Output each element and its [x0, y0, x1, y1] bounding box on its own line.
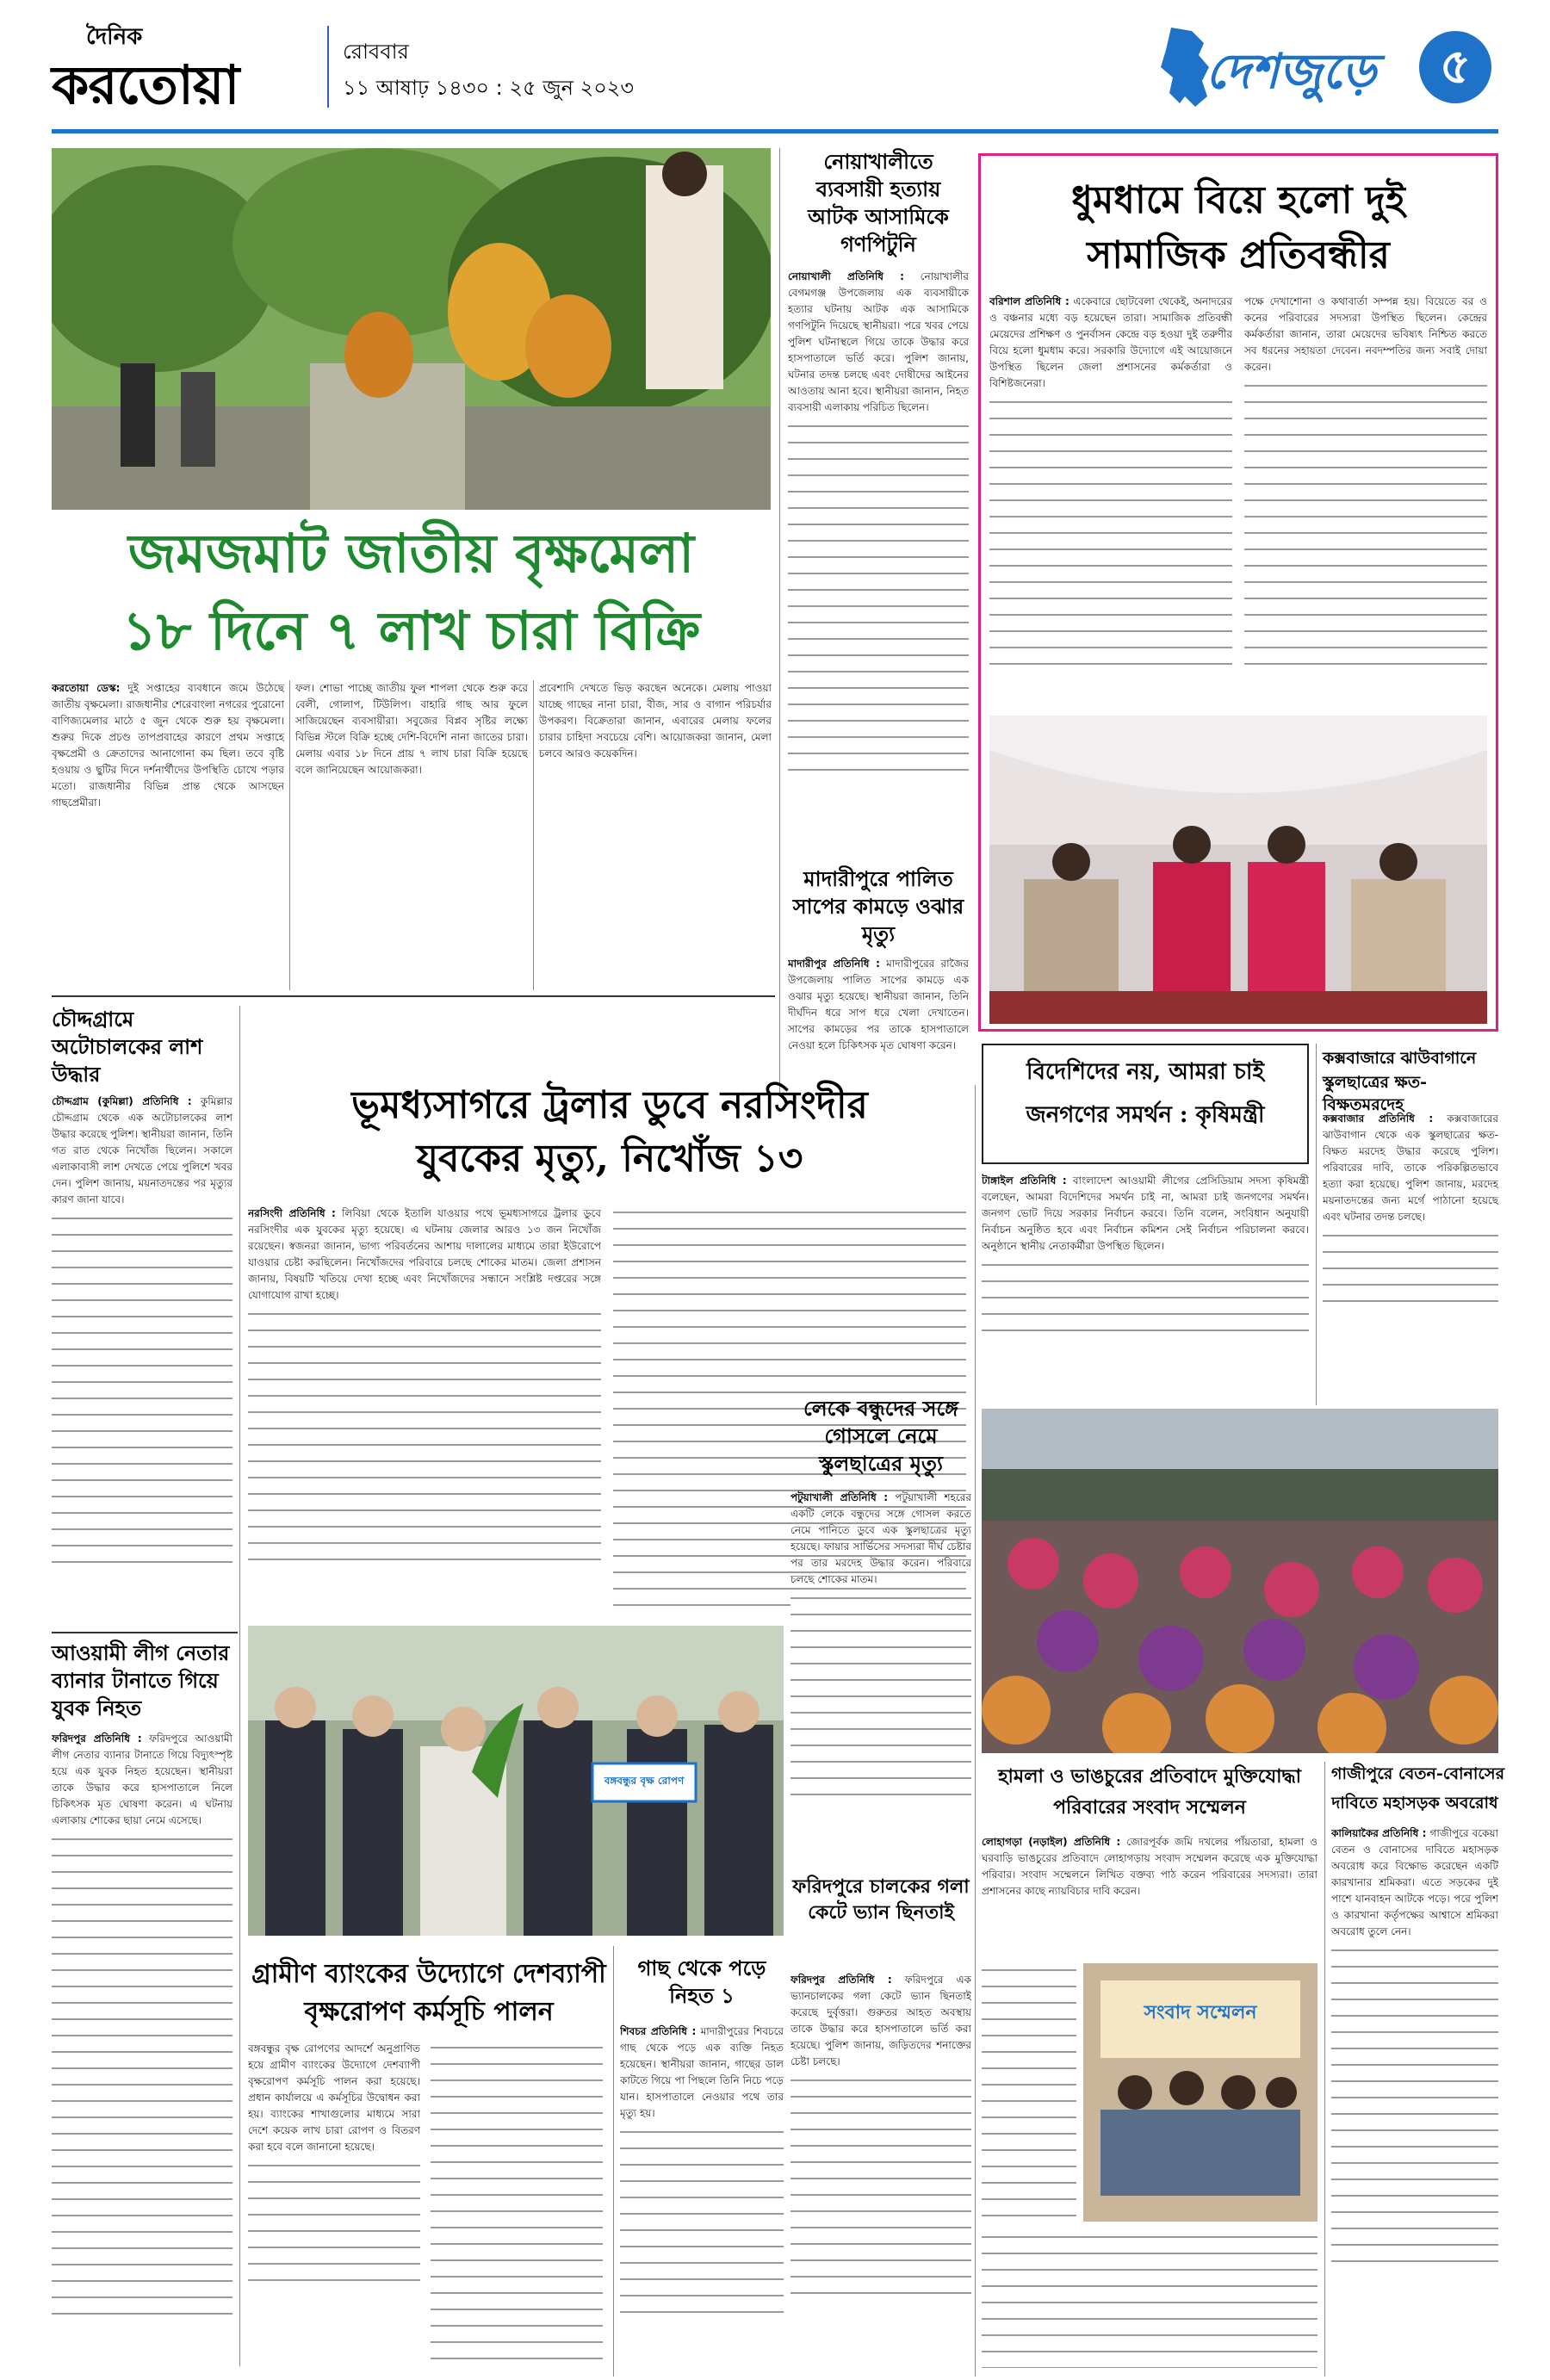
- wedding-box: [978, 153, 1498, 1032]
- tree-fair-headline-1: জমজমাট জাতীয় বৃক্ষমেলা: [127, 522, 695, 585]
- press-banner-text: সংবাদ সম্মেলন: [1144, 2002, 1257, 2024]
- tree-fair-body-col1: [52, 680, 284, 990]
- mediterranean-byline: নরসিংদী প্রতিনিধি :: [248, 1207, 336, 1219]
- van-headline: ফরিদপুরে চালকের গলা কেটে ভ্যান ছিনতাই: [792, 1875, 970, 1924]
- col-divider: [1324, 1762, 1325, 2377]
- snake-text: মাদারীপুরের রাজৈর উপজেলায় পালিত সাপের কামড়ে এক ওঝার মৃত্যু হয়েছে। স্থানীয়রা জানান, তিনি দীর্ঘদিন ধরে সাপ ধরে খেলা দেখাতেন। সাপের কামড়ের পর তাকে হাসপাতালে নেওয়া হলে চিকিৎসক মৃত ঘোষণা করেন।: [788, 958, 969, 1051]
- grameen-text: বঙ্গবন্ধুর বৃক্ষ রোপণের আদর্শে অনুপ্রাণিত হয়ে গ্রামীণ ব্যাংকের উদ্যোগে দেশব্যাপী বৃক্ষরোপণ কর্মসূচি পালন করা হয়েছে। প্রধান কার্যালয়ে এ কর্মসূচির উদ্বোধন করা হয়। ব্যাংকের শাখাগুলোর মাধ্যমে সারা দেশে কয়েক লাখ চারা রোপণ ও বিতরণ করা হবে বলে জানানো হয়েছে।: [248, 2042, 420, 2153]
- freedom-headline-2: পরিবারের সংবাদ সম্মেলন: [1053, 1796, 1246, 1819]
- drowning-headline-box: [790, 1395, 971, 1478]
- wedding-continued-2: [1244, 379, 1487, 672]
- coxsbazar-byline: কক্সবাজার প্রতিনিধি :: [1323, 1113, 1434, 1125]
- section-title: দেশজুড়ে: [1206, 43, 1376, 100]
- col-divider: [779, 148, 780, 1095]
- minister-continued: [982, 1258, 1309, 1344]
- van-byline: ফরিদপুর প্রতিনিধি :: [790, 1974, 892, 1986]
- grameen-headline-2: বৃক্ষরোপণ কর্মসূচি পালন: [304, 1997, 554, 2027]
- tree-fair-body-col2: [295, 680, 528, 990]
- freedom-byline: লোহাগড়া (নড়াইল) প্রতিনিধি :: [982, 1836, 1121, 1848]
- col-divider: [1316, 1044, 1317, 1405]
- minister-headline-1: বিদেশিদের নয়, আমরা চাই: [1026, 1059, 1264, 1085]
- logo-small-text: দৈনিক: [86, 24, 143, 50]
- wedding-headline-1: ধুমধামে বিয়ে হলো দুই: [1071, 178, 1405, 222]
- issue-day: রোববার: [343, 40, 409, 64]
- gazipur-continued: [1331, 1943, 1498, 2271]
- drowning-text: পটুয়াখালী শহরের একটি লেকে বন্ধুদের সঙ্গে গোসল করতে নেমে পানিতে ডুবে এক স্কুলছাত্রের মৃত্যু হয়েছে। ফায়ার সার্ভিসের সদস্যরা দীর্ঘ চেষ্টার পর তার মরদেহ উদ্ধার করেন। পরিবারে চলছে শোকের মাতম।: [790, 1491, 971, 1585]
- gazipur-headline-2: দাবিতে মহাসড়ক অবরোধ: [1331, 1794, 1498, 1813]
- grameen-body-col2: [431, 2041, 603, 2377]
- noakhali-body: [788, 269, 969, 803]
- snake-byline: মাদারীপুর প্রতিনিধি :: [788, 958, 880, 970]
- col-divider: [239, 1006, 240, 2366]
- page-number-text: ৫: [1439, 39, 1472, 95]
- awami-byline: ফরিদপুর প্রতিনিধি :: [52, 1732, 142, 1745]
- minister-byline: টাঙ্গাইল প্রতিনিধি :: [982, 1175, 1067, 1187]
- coxsbazar-headline-1: কক্সবাজারে ঝাউবাগানে: [1323, 1049, 1477, 1068]
- wedding-continued-1: [989, 395, 1232, 671]
- tree-fall-continued: [620, 2125, 784, 2315]
- coxsbazar-headline-2: স্কুলছাত্রের ক্ষত-বিক্ষতমরদেহ: [1323, 1073, 1428, 1114]
- col-divider: [975, 1085, 976, 2377]
- wedding-photo: [989, 716, 1487, 1024]
- grameen-sign: বঙ্গবন্ধুর বৃক্ষ রোপণ: [604, 1775, 685, 1787]
- coxsbazar-body: [1323, 1111, 1498, 1395]
- drowning-body: [790, 1490, 971, 1869]
- van-body: [790, 1972, 971, 2377]
- tree-fall-body: [620, 2024, 784, 2377]
- chauddagram-text: কুমিল্লার চৌদ্দগ্রাম থেকে এক অটোচালকের লাশ উদ্ধার করেছে পুলিশ। স্থানীয়রা জানান, তিনি গত রাত থেকে নিখোঁজ ছিলেন। সকালে এলাকাবাসী লাশ দেখতে পেয়ে পুলিশে খবর দেন। পুলিশ জানায়, ময়নাতদন্তের পর মৃত্যুর কারণ জানা যাবে।: [52, 1095, 232, 1205]
- coxsbazar-continued: [1323, 1229, 1498, 1315]
- tree-fall-byline: শিবচর প্রতিনিধি :: [620, 2025, 697, 2037]
- chauddagram-byline: চৌদ্দগ্রাম (কুমিল্লা) প্রতিনিধি :: [52, 1095, 192, 1107]
- gazipur-byline: কালিয়াকৈর প্রতিনিধি :: [1331, 1827, 1427, 1839]
- page-number: [1419, 31, 1491, 103]
- wedding-text-2: পক্ষে দেখাশোনা ও কথাবার্তা সম্পন্ন হয়। বিয়েতে বর ও কনের পরিবারের সদস্যরা উপস্থিত ছিলেন। কেন্দ্রের কর্মকর্তারা জানান, তারা মেয়েদের ভবিষ্যৎ নিশ্চিত করতে সব ধরনের সহায়তা দেবেন। নবদম্পতির জন্য সবাই দোয়া করেন।: [1244, 295, 1487, 373]
- mediterranean-body-col1: [248, 1205, 601, 1619]
- wedding-body-col1: [989, 294, 1232, 707]
- chauddagram-headline: চৌদ্দগ্রামে অটোচালকের লাশ উদ্ধার: [52, 1007, 203, 1087]
- tree-fair-photo: [52, 148, 771, 510]
- tree-fall-text: মাদারীপুরের শিবচরে গাছ থেকে পড়ে এক ব্যক্তি নিহত হয়েছেন। স্থানীয়রা জানান, গাছের ডাল কাটতে গিয়ে পা পিছলে তিনি নিচে পড়ে যান। হাসপাতালে নেওয়ার পথে তার মৃত্যু হয়।: [620, 2025, 784, 2119]
- wedding-body-col2: [1244, 294, 1487, 707]
- mediterranean-text: লিবিয়া থেকে ইতালি যাওয়ার পথে ভূমধ্যসাগরে ট্রলার ডুবে নরসিংদীর এক যুবকের মৃত্যু হয়েছে। এ ঘটনায় জেলার আরও ১৩ জন নিখোঁজ রয়েছেন। স্বজনরা জানান, ভাগ্য পরিবর্তনের আশায় দালালের মাধ্যমে তারা ইউরোপে যাওয়ার চেষ্টা করছিলেন। নিখোঁজদের পরিবারে চলছে শোকের মাতম। জেলা প্রশাসন জানায়, বিষয়টি খতিয়ে দেখা হচ্ছে এবং নিখোঁজদের সন্ধানে সংশ্লিষ্ট দপ্তরের সঙ্গে যোগাযোগ রাখা হচ্ছে।: [248, 1207, 601, 1301]
- noakhali-text: নোয়াখালীর বেগমগঞ্জ উপজেলায় এক ব্যবসায়ীকে হত্যার ঘটনায় আটক এক আসামিকে গণপিটুনি দিয়েছে স্থানীয়রা। পরে খবর পেয়ে পুলিশ ঘটনাস্থলে গিয়ে তাকে উদ্ধার করে হাসপাতালে ভর্তি করে। পুলিশ জানায়, ঘটনার তদন্ত চলছে এবং দোষীদের আইনের আওতায় আনা হবে। স্থানীয়রা জানান, নিহত ব্যবসায়ী এলাকায় পরিচিত ছিলেন।: [788, 270, 969, 413]
- grameen-body-col1: [248, 2041, 420, 2377]
- gazipur-text: গাজীপুরে বকেয়া বেতন ও বোনাসের দাবিতে মহাসড়ক অবরোধ করে বিক্ষোভ করেছেন একটি কারখানার শ্রমিকরা। এতে সড়কের দুই পাশে যানবাহন আটকে পড়ে। পরে পুলিশ ও কারখানা কর্তৃপক্ষের আশ্বাসে শ্রমিকরা অবরোধ তুলে নেন।: [1331, 1827, 1498, 1937]
- masthead-rule: [52, 129, 1498, 133]
- gazipur-body: [1331, 1825, 1498, 2377]
- section-rule: [52, 995, 775, 997]
- mediterranean-headline-1: ভূমধ্যসাগরে ট্রলার ডুবে নরসিংদীর: [351, 1083, 868, 1127]
- col-divider: [533, 680, 534, 990]
- grameen-headline-1: গ্রামীণ ব্যাংকের উদ্যোগে দেশব্যাপী: [251, 1959, 606, 1989]
- tree-fair-text-1: দুই সপ্তাহের ব্যবধানে জমে উঠেছে জাতীয় বৃক্ষমেলা। রাজধানীর শেরেবাংলা নগরের পুরোনো বাণিজ্যমেলার মাঠে ৫ জুন থেকে শুরু হয় বৃক্ষমেলা। শুরুর দিকে প্রচণ্ড তাপপ্রবাহের কারণে প্রথম সপ্তাহে বৃক্ষপ্রেমী ও ক্রেতাদের আনাগোনা কম ছিল। তবে বৃষ্টি হওয়ায় ও ছুটির দিনে দর্শনার্থীদের উপস্থিতি চোখে পড়ার মতো। রাজধানীর বিভিন্ন প্রান্ত থেকে আসছেন গাছপ্রেমীরা।: [52, 682, 284, 809]
- tree-fair-text-3: প্রবেশাদি দেখতে ভিড় করছেন অনেকে। মেলায় পাওয়া যাচ্ছে গাছের নানা চারা, বীজ, সার ও বাগান পরিচর্যার উপকরণ। বিক্রেতারা জানান, এবারের মেলায় ফলের চারার চাহিদা সবচেয়ে বেশি। আয়োজকরা জানান, মেলা চলবে আরও কয়েকদিন।: [539, 682, 772, 759]
- chauddagram-body: [52, 1094, 232, 1627]
- tree-fair-body-col3: [539, 680, 772, 990]
- coxsbazar-text: কক্সবাজারের ঝাউবাগান থেকে এক স্কুলছাত্রের ক্ষত-বিক্ষত মরদেহ উদ্ধার করেছে পুলিশ। পরিবারের দাবি, তাকে পরিকল্পিতভাবে হত্যা করা হয়েছে। পুলিশ জানায়, মরদেহ ময়নাতদন্তের জন্য মর্গে পাঠানো হয়েছে এবং ঘটনার তদন্ত চলছে।: [1323, 1113, 1498, 1223]
- section-rule: [52, 1632, 238, 1633]
- grameen-photo: [248, 1626, 784, 1936]
- drowning-byline: পটুয়াখালী প্রতিনিধি :: [790, 1491, 889, 1503]
- noakhali-headline: নোয়াখালীতে ব্যবসায়ী হত্যায় আটক আসামিকে গণপিটুনি: [808, 149, 949, 257]
- grameen-continued-1: [248, 2159, 420, 2288]
- issue-date: ১১ আষাঢ় ১৪৩০ : ২৫ জুন ২০২৩: [343, 76, 635, 100]
- masthead-divider: [327, 26, 329, 108]
- protest-photo: [982, 1409, 1498, 1753]
- wedding-headline-2: সামাজিক প্রতিবন্ধীর: [1087, 233, 1390, 277]
- van-text: ফরিদপুরে এক ভ্যানচালকের গলা কেটে ভ্যান ছিনতাই করেছে দুর্বৃত্তরা। গুরুতর আহত অবস্থায় তাকে উদ্ধার করে হাসপাতালে ভর্তি করা হয়েছে। পুলিশ জানায়, জড়িতদের শনাক্তের চেষ্টা চলছে।: [790, 1974, 971, 2067]
- wedding-text-1: একেবারে ছোটবেলা থেকেই, অনাদরের ও বঞ্চনার মধ্যে বড় হয়েছেন তারা। সামাজিক প্রতিবন্ধী মেয়েদের প্রশিক্ষণ ও পুনর্বাসন কেন্দ্রে বড় হওয়া দুই তরুণীর বিয়ে হলো ধুমধাম করে। সরকারি উদ্যোগে এই আয়োজনে উপস্থিত ছিলেন জেলা প্রশাসনের কর্মকর্তারা ও বিশিষ্টজনেরা।: [989, 295, 1232, 389]
- minister-headline-2: জনগণের সমর্থন : কৃষিমন্ত্রী: [1026, 1102, 1265, 1128]
- awami-continued: [52, 1832, 232, 2315]
- snake-body: [788, 956, 969, 1085]
- tree-fair-headline-2: ১৮ দিনে ৭ লাখ চারা বিক্রি: [121, 599, 701, 662]
- col-divider: [289, 680, 290, 990]
- chauddagram-continued: [52, 1212, 232, 1573]
- col-divider: [613, 1946, 614, 2377]
- freedom-text: জোরপূর্বক জমি দখলের পাঁয়তারা, হামলা ও ঘরবাড়ি ভাঙচুরের প্রতিবাদে লোহাগড়ায় সংবাদ সম্মেলন করেছে এক মুক্তিযোদ্ধা পরিবার। সংবাদ সম্মেলনে লিখিত বক্তব্য পাঠ করেন পরিবারের সদস্যরা। তারা প্রশাসনের কাছে ন্যায়বিচার দাবি করেন।: [982, 1836, 1318, 1897]
- freedom-body-left: [982, 1963, 1076, 2273]
- mediterranean-headline-2: যুবকের মৃত্যু, নিখোঁজ ১৩: [416, 1137, 803, 1181]
- press-conference-photo: [1083, 1963, 1318, 2222]
- gazipur-headline-1: গাজীপুরে বেতন-বোনাসের: [1331, 1764, 1505, 1783]
- noakhali-continued: [788, 419, 969, 781]
- grameen-continued-2: [431, 2041, 603, 2368]
- freedom-body-top: [982, 1834, 1318, 1955]
- freedom-continued-1: [982, 1963, 1076, 2265]
- masthead: [0, 0, 1550, 138]
- awami-body: [52, 1731, 232, 2377]
- minister-box: [982, 1044, 1309, 1164]
- mediterranean-continued-1: [248, 1307, 601, 1565]
- wedding-byline: বরিশাল প্রতিনিধি :: [989, 295, 1070, 307]
- tree-fair-text-2: ফল। শোভা পাচ্ছে জাতীয় ফুল শাপলা থেকে শুরু করে বেলী, গোলাপ, টিউলিপ। বাহারি গাছ আর ফুলে সাজিয়েছেন ব্যবসায়ীরা। সবুজের বিপ্লব সৃষ্টির লক্ষ্যে বিভিন্ন স্টলে বিক্রি হচ্ছে দেশি-বিদেশি নানা জাতের চারা। মেলায় এবার ১৮ দিনে প্রায় ৭ লাখ চারা বিক্রি হয়েছে বলে জানিয়েছেন আয়োজকরা।: [295, 682, 528, 776]
- logo: [52, 19, 327, 114]
- snake-headline: মাদারীপুরে পালিত সাপের কামড়ে ওঝার মৃত্যু: [792, 866, 964, 946]
- tree-fall-headline: গাছ থেকে পড়ে নিহত ১: [637, 1955, 766, 2008]
- freedom-body-bottom: [982, 2230, 1318, 2377]
- van-continued: [790, 2073, 971, 2297]
- noakhali-byline: নোয়াখালী প্রতিনিধি :: [788, 270, 904, 282]
- awami-text: ফরিদপুরে আওয়ামী লীগ নেতার ব্যানার টানাতে গিয়ে বিদ্যুৎস্পৃষ্ট হয়ে এক যুবক নিহত হয়েছেন। স্থানীয়রা তাকে উদ্ধার করে হাসপাতালে নিলে চিকিৎসক মৃত ঘোষণা করেন। এ ঘটনায় এলাকায় শোকের ছায়া নেমে এসেছে।: [52, 1732, 232, 1826]
- logo-main-text: করতোয়া: [52, 53, 239, 116]
- awami-headline: আওয়ামী লীগ নেতার ব্যানার টানাতে গিয়ে যুবক নিহত: [52, 1640, 230, 1720]
- freedom-headline-1: হামলা ও ভাঙচুরের প্রতিবাদে মুক্তিযোদ্ধা: [997, 1765, 1302, 1788]
- tree-fair-byline: করতোয়া ডেস্ক:: [52, 682, 121, 694]
- drowning-headline-text: লেকে বন্ধুদের সঙ্গে গোসলে নেমে স্কুলছাত্রের মৃত্যু: [803, 1396, 958, 1476]
- freedom-continued-2: [982, 2230, 1318, 2368]
- drowning-continued: [790, 1591, 971, 1798]
- minister-text: বাংলাদেশ আওয়ামী লীগের প্রেসিডিয়াম সদস্য কৃষিমন্ত্রী বলেছেন, আমরা বিদেশিদের সমর্থন চাই না, আমরা চাই জনগণের সমর্থন। জনগণ ভোট দিয়ে সরকার নির্বাচন করবে। তিনি বলেন, সংবিধান অনুযায়ী নির্বাচন অনুষ্ঠিত হবে এবং নির্বাচন কমিশন সেই নির্বাচন পরিচালনা করবে। অনুষ্ঠানে স্থানীয় নেতাকর্মীরা উপস্থিত ছিলেন।: [982, 1175, 1309, 1252]
- minister-body: [982, 1173, 1309, 1388]
